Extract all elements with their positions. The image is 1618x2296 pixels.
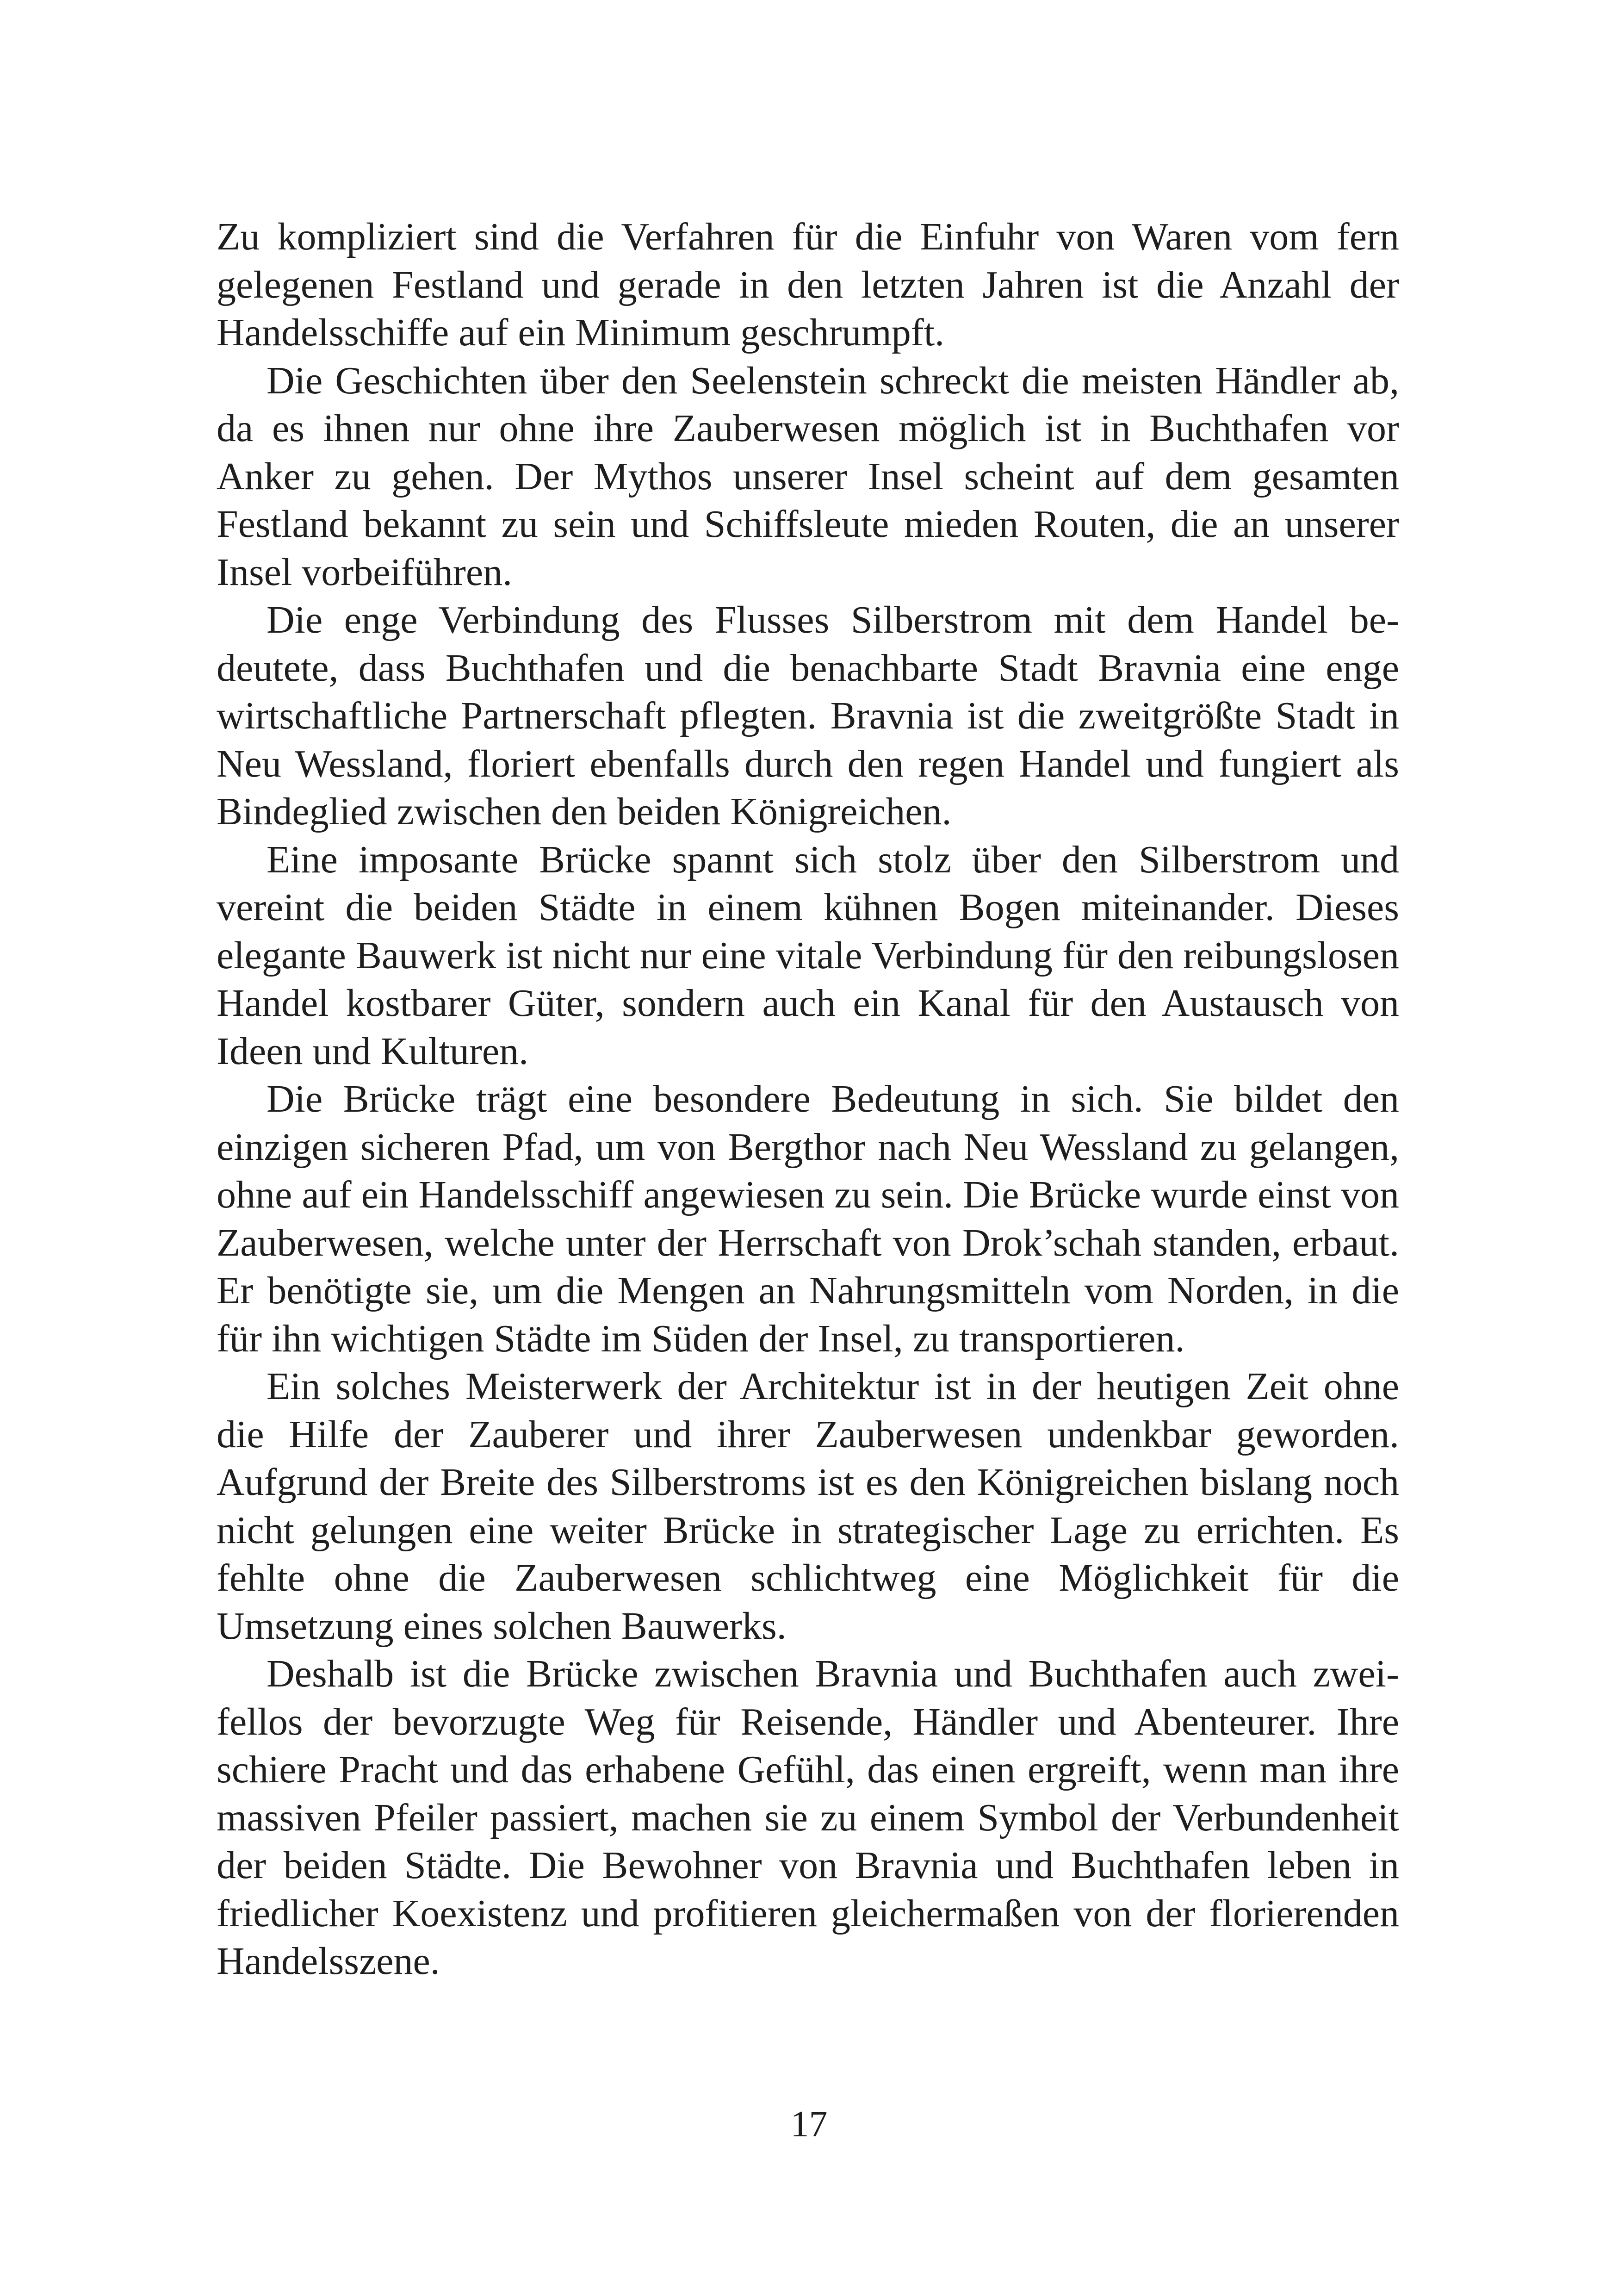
body-text xyxy=(217,213,1399,1985)
paragraph: Zu kompliziert sind die Verfahren für die Einfuhr von Waren vom fern gelegenen Festland und gerade in den letzten Jahren ist die Anzahl der Handelsschiffe auf ein Minimum geschrumpft. xyxy=(217,215,1399,354)
paragraph: Deshalb ist die Brücke zwischen Bravnia und Buchthafen auch zweifellos der bevorzugte Weg für Reisende, Händler und Abenteurer. Ihre schiere Pracht und das erhabene Gefühl, das einen ergreift, wenn man ihre massiven Pfeiler passiert, machen sie zu einem Symbol der Verbundenheit der beiden Städte. Die Bewohner von Bravnia und Buchthafen leben in friedlicher Koexistenz und profitieren gleichermaßen von der florierenden Handelsszene. xyxy=(217,1652,1399,1983)
paragraph: Ein solches Meisterwerk der Architektur ist in der heutigen Zeit ohne die Hilfe der Zauberer und ihrer Zauberwesen undenkbar geworden. Aufgrund der Breite des Silberstroms ist es den Königreichen bislang noch nicht gelungen eine weiter Brücke in strategischer Lage zu errichten. Es fehlte ohne die Zauberwesen schlichtweg eine Möglichkeit für die Umsetzung eines solchen Bauwerks. xyxy=(217,1365,1399,1648)
paragraph: Die Geschichten über den Seelenstein schreckt die meisten Händler ab, da es ihnen nur ohne ihre Zauberwesen möglich ist in Buchthafen vor Anker zu gehen. Der Mythos unserer Insel scheint auf dem gesamten Festland bekannt zu sein und Schiffsleute mieden Routen, die an unserer Insel vorbeiführen. xyxy=(217,359,1399,594)
paragraph: Die enge Verbindung des Flusses Silberstrom mit dem Handel bedeutete, dass Buchthafen und die benachbarte Stadt Bravnia eine enge wirtschaftliche Partnerschaft pflegten. Bravnia ist die zweitgrößte Stadt in Neu Wessland, floriert ebenfalls durch den regen Handel und fungiert als Bindeglied zwischen den beiden Königreichen. xyxy=(217,598,1399,833)
paragraph: Eine imposante Brücke spannt sich stolz über den Silberstrom und vereint die beiden Städte in einem kühnen Bogen miteinander. Dieses elegante Bauwerk ist nicht nur eine vitale Verbindung für den reibungslosen Handel kostbarer Güter, sondern auch ein Kanal für den Austausch von Ideen und Kulturen. xyxy=(217,838,1399,1073)
page-number: 17 xyxy=(790,2104,828,2145)
paragraph: Die Brücke trägt eine besondere Bedeutung in sich. Sie bildet den einzigen sicheren Pfad, um von Bergthor nach Neu Wessland zu gelangen, ohne auf ein Handelsschiff angewiesen zu sein. Die Brücke wurde einst von Zauberwesen, welche unter der Herrschaft von Drok’schah standen, erbaut. Er benötigte sie, um die Mengen an Nahrungsmitteln vom Norden, in die für ihn wichtigen Städte im Süden der Insel, zu transportieren. xyxy=(217,1077,1399,1360)
